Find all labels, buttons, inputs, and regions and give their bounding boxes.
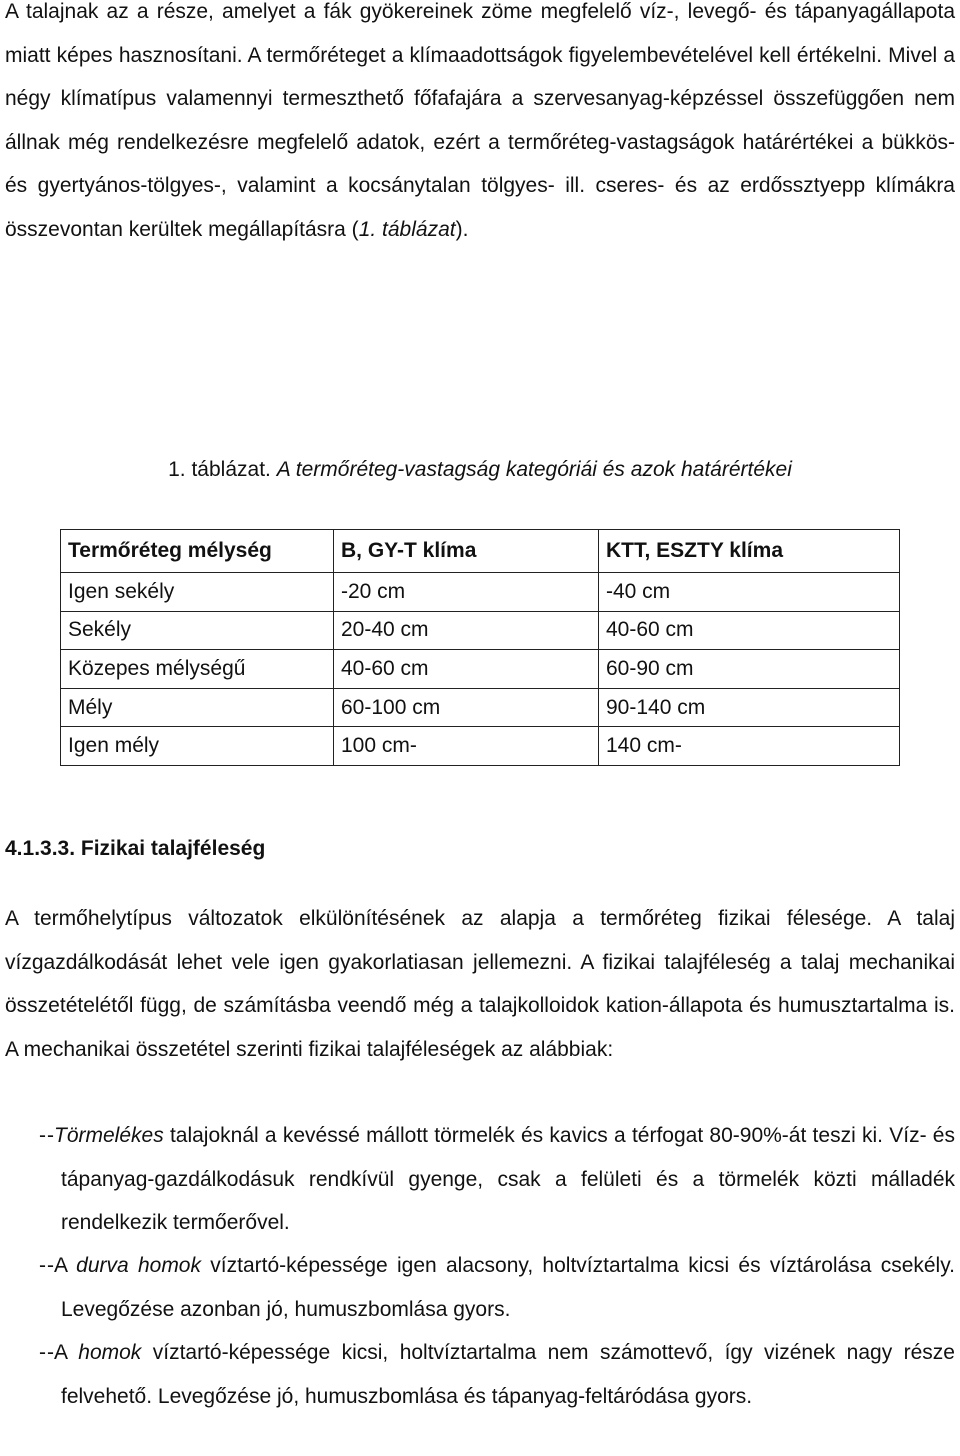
table-row — [61, 573, 900, 612]
list-item-text — [5, 1244, 955, 1331]
list-marker: - — [39, 1254, 46, 1277]
table-cell: Sekély — [61, 611, 334, 650]
list-term: Törmelékes — [54, 1124, 164, 1147]
list-item-text — [5, 1114, 955, 1245]
table-row — [61, 688, 900, 727]
list-item — [5, 1114, 955, 1245]
list-description: talajoknál a kevéssé mállott törmelék és kavics a térfogat 80-90%-át teszi ki. Víz- és tápanyag-gazdálkodásuk rendkívül gyenge, csak a felületi és a törmelék közti málladék rendelkezik termőerővel. — [61, 1124, 955, 1235]
intro-end: ). — [455, 217, 469, 241]
list-term: homok — [78, 1341, 142, 1364]
body-paragraph: A termőhelytípus változatok elkülönítésének az alapja a termőréteg fizikai félesége. A talaj vízgazdálkodását lehet vele igen gyakorlatiasan jellemezni. A fizikai talajféleség a talaj mechanikai összetételétől függ, de számításba veendő még a talajkolloidok kation-állapota és humusztartalma is. A mechanikai összetétel szerinti fizikai talajféleségek az alábbiak: — [5, 907, 955, 1061]
caption-label: 1. táblázat. — [168, 458, 271, 481]
table-row — [61, 650, 900, 689]
list-prefix: -A — [47, 1254, 77, 1277]
table-cell: 60-100 cm — [334, 688, 599, 727]
list-description: víztartó-képessége kicsi, holtvíztartalma nem számottevő, így vizének nagy része felvehető. Levegőzése jó, humuszbomlása és tápanyag-feltáródása gyors. — [61, 1341, 955, 1408]
table-cell: Mély — [61, 688, 334, 727]
table-cell: 60-90 cm — [599, 650, 900, 689]
table-cell: 20-40 cm — [334, 611, 599, 650]
table-cell: Igen sekély — [61, 573, 334, 612]
list-description: víztartó-képessége igen alacsony, holtvíztartalma kicsi és víztárolása csekély. Levegőzése azonban jó, humuszbomlása gyors. — [61, 1254, 955, 1321]
table-cell: 40-60 cm — [599, 611, 900, 650]
table-cell: Közepes mélységű — [61, 650, 334, 689]
table-cell: 40-60 cm — [334, 650, 599, 689]
intro-paragraph — [5, 0, 955, 252]
table-cell: -40 cm — [599, 573, 900, 612]
table-row — [61, 727, 900, 766]
section-heading: 4.1.3.3. Fizikai talajféleség — [5, 837, 266, 860]
table-reference: 1. táblázat — [358, 217, 456, 241]
table-header-cell: Termőréteg mélység — [61, 530, 334, 573]
table-cell: 140 cm- — [599, 727, 900, 766]
list-item-text — [5, 1331, 955, 1418]
list-prefix: - — [47, 1124, 54, 1147]
table-caption — [0, 451, 960, 489]
list-item — [5, 1244, 955, 1331]
caption-title: A termőréteg-vastagság kategóriái és azok határértékei — [276, 458, 792, 481]
table-header-cell: B, GY-T klíma — [334, 530, 599, 573]
depth-category-table — [60, 529, 900, 766]
list-marker: - — [39, 1124, 46, 1147]
list-marker: - — [39, 1341, 46, 1364]
table-header-row — [61, 530, 900, 573]
list-item — [5, 1331, 955, 1418]
list-term: durva homok — [76, 1254, 201, 1277]
table-cell: -20 cm — [334, 573, 599, 612]
table-header-cell: KTT, ESZTY klíma — [599, 530, 900, 573]
table-cell: 90-140 cm — [599, 688, 900, 727]
table-cell: 100 cm- — [334, 727, 599, 766]
table-cell: Igen mély — [61, 727, 334, 766]
intro-text: A talajnak az a része, amelyet a fák gyökereinek zöme megfelelő víz-, levegő- és tápanyagállapota miatt képes hasznosítani. A termőréteget a klímaadottságok figyelembevételével kell értékelni. Mivel a négy klímatípus valamennyi termeszthető főfafajára a szervesanyag-képzéssel összefüggően nem állnak még rendelkezésre megfelelő adatok, ezért a termőréteg-vastagságok határértékei a bükkös- és gyertyános-tölgyes-, valamint a kocsánytalan tölgyes- ill. cseres- és az erdőssztyepp klímákra összevontan kerültek megállapításra ( — [5, 0, 955, 241]
list-prefix: -A — [47, 1341, 79, 1364]
table-row — [61, 611, 900, 650]
